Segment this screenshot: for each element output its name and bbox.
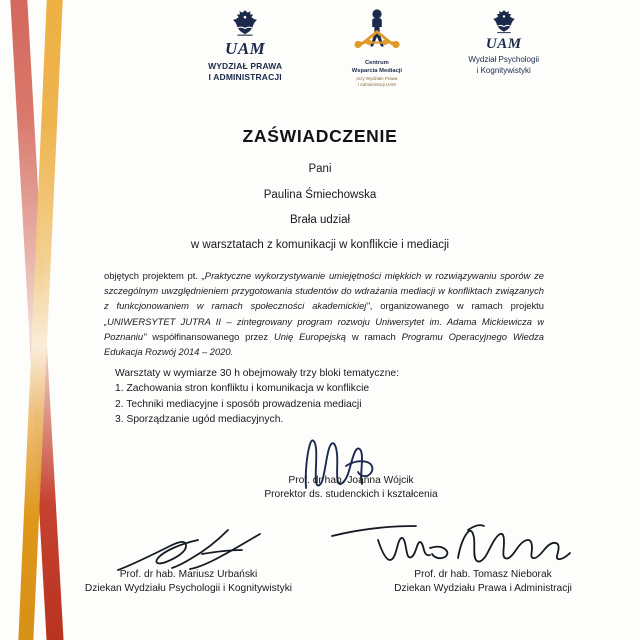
project-description — [104, 268, 544, 359]
logo-mid-caption — [352, 60, 402, 88]
logo-wydzial-psychologii — [435, 8, 572, 77]
signature-role: Dziekan Wydziału Psychologii i Kognitywistyki — [84, 583, 293, 594]
mediation-people-icon — [348, 8, 406, 58]
signature-block-prorector — [236, 474, 466, 502]
logo-wydzial-prawa — [172, 8, 318, 83]
block-item: 2. Techniki mediacyjne i sposób prowadzenia mediacji — [115, 398, 362, 410]
signature-block-dean-law — [348, 568, 618, 596]
para-part2: , organizowanego w ramach projektu — [369, 300, 544, 312]
participation-line: Brała udział — [289, 214, 351, 226]
para-part1: objętych projektem pt. — [104, 270, 202, 281]
para-project-title: „Praktyczne wykorzystywanie umiejętności miękkich w rozwiązywaniu sporów ze szczególnym uwzględnieniem przygotowania studentów do wdrażania mediacji w konfliktach związanych z funkcjonowaniem w ramach społeczności akademickiej" — [104, 270, 544, 312]
block-item: 3. Sporządzanie ugód mediacyjnych. — [115, 414, 284, 426]
signature-role: Dziekan Wydziału Prawa i Administracji — [394, 583, 572, 594]
uam-eagle-crest-icon — [225, 8, 265, 42]
signature-mark-dean-law — [330, 522, 580, 570]
logo-mid-caption-line2: Wsparcia Mediacji — [351, 67, 403, 74]
para-part4: w ramach — [346, 330, 402, 342]
logo-centrum-mediacji — [318, 8, 435, 88]
logo-mid-caption-line1: Centrum — [364, 60, 389, 66]
signature-name: Prof. dr hab. Tomasz Nieborak — [414, 569, 552, 580]
workshop-title: w warsztatach z komunikacji w konflikcie i mediacji — [190, 239, 450, 251]
uam-wordmark: UAM — [225, 39, 266, 58]
para-programme: Programu Operacyjnego Wiedza Edukacja Rozwój 2014 – 2020. — [104, 330, 544, 358]
logo-right-caption — [468, 55, 539, 77]
salutation: Pani — [308, 163, 332, 175]
signature-role: Prorektor ds. studenckich i kształcenia — [264, 489, 438, 500]
logo-row — [110, 8, 610, 100]
thematic-blocks — [115, 366, 545, 428]
logo-left-caption — [208, 61, 282, 83]
blocks-intro: Warsztaty w wymiarze 30 h obejmowały trzy bloki tematyczne: — [115, 368, 400, 379]
logo-left-caption-line2: I ADMINISTRACJI — [208, 72, 282, 83]
uam-eagle-crest-icon — [486, 8, 522, 39]
para-funder: Unię Europejską — [273, 330, 346, 342]
page-title: ZAŚWIADCZENIE — [242, 126, 398, 146]
logo-right-caption-line2: i Kognitywistyki — [476, 65, 531, 75]
uam-wordmark: UAM — [485, 36, 522, 52]
decorative-ribbons — [0, 0, 110, 640]
logo-right-caption-line1: Wydział Psychologii — [468, 55, 540, 64]
logo-mid-caption-line3: przy Wydziale Prawa — [356, 75, 398, 81]
signature-name: Prof. dr hab. Joanna Wójcik — [288, 475, 414, 486]
logo-mid-caption-line4: i Administracji UAM — [357, 82, 396, 88]
signature-name: Prof. dr hab. Mariusz Urbański — [119, 569, 258, 580]
para-programme-title: „UNIWERSYTET JUTRA II – zintegrowany program rozwoju Uniwersytet im. Adama Mickiewicza w Poznaniu" — [104, 315, 544, 342]
recipient-name: Paulina Śmiechowska — [263, 189, 377, 201]
signature-block-dean-psychology — [56, 568, 321, 596]
para-part3: współfinansowanego przez — [146, 330, 274, 342]
logo-left-caption-line1: WYDZIAŁ PRAWA — [208, 61, 283, 71]
block-item: 1. Zachowania stron konfliktu i komunikacja w konflikcie — [115, 383, 370, 395]
